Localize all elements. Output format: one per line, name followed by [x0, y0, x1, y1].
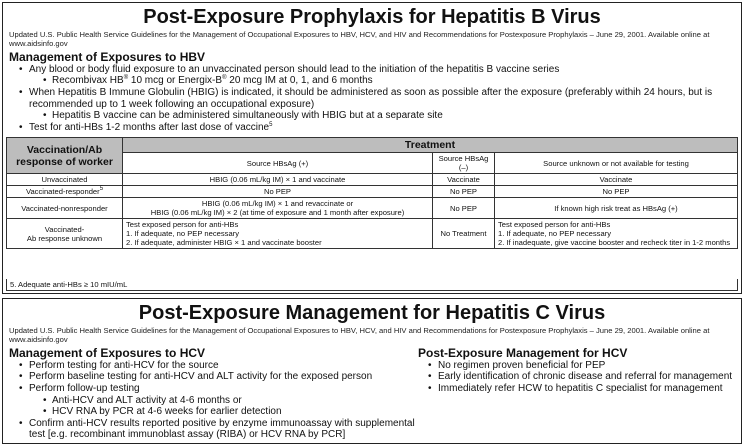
hcv-left-bullet-3-sub-2: • HCV RNA by PCR at 4-6 weeks for earlier detection — [43, 406, 418, 418]
hcv-left-bullet-3-sublist — [29, 395, 418, 418]
source-positive-header: Source HBsAg (+) — [123, 153, 433, 174]
negative-cell: No PEP — [433, 186, 495, 198]
hcv-right-bullet-list — [418, 360, 738, 395]
unknown-cell-line: 2. If inadequate, give vaccine booster and recheck titer in 1-2 months — [498, 238, 731, 247]
positive-cell-line: 2. If adequate, administer HBIG × 1 and vaccinate booster — [126, 238, 322, 247]
positive-cell-line: HBIG (0.06 mL/kg IM) × 2 (at time of exposure and 1 month after exposure) — [150, 208, 405, 217]
hcv-left-column — [3, 345, 418, 441]
unknown-cell — [495, 219, 738, 249]
hcv-left-bullet-2: • Perform baseline testing for anti-HCV and ALT activity for the exposed person — [19, 371, 418, 383]
source-negative-header: Source HBsAg (–) — [433, 153, 495, 174]
worker-label: Vaccinated-responder — [25, 187, 100, 196]
table-row — [7, 174, 738, 186]
hcv-left-bullet-4: • Confirm anti-HCV results reported positive by enzyme immunoassay with supplemental test [e.g. recombinant immunoblast assay (RIBA) or HCV RNA by PCR] — [19, 418, 418, 441]
table-header-row — [7, 138, 738, 153]
hbv-bullet-2 — [19, 87, 741, 122]
hcv-title: Post-Exposure Management for Hepatitis C Virus — [138, 302, 606, 324]
hcv-right-column — [418, 345, 738, 441]
hbv-panel — [2, 2, 742, 294]
worker-line: Ab response unknown — [26, 233, 103, 243]
positive-cell-line: Test exposed person for anti-HBs — [126, 220, 239, 229]
vaccine-name-2: 10 mcg or Energix-B — [128, 75, 223, 87]
footnote-ref: 5 — [269, 121, 273, 128]
hbv-bullet-1-sublist — [29, 75, 741, 87]
hcv-left-bullet-3 — [19, 383, 418, 418]
table-row — [7, 186, 738, 198]
hbv-bullet-2-sublist — [29, 110, 741, 122]
hbv-bullet-1-sub-1 — [43, 75, 741, 87]
hcv-panel — [2, 298, 742, 444]
worker-cell: Vaccinated-nonresponder — [7, 198, 123, 219]
negative-cell: No Treatment — [433, 219, 495, 249]
hcv-right-heading: Post-Exposure Management for HCV — [418, 345, 628, 360]
hbv-section-heading: Management of Exposures to HBV — [9, 49, 206, 64]
hbv-title: Post-Exposure Prophylaxis for Hepatitis B Virus — [143, 6, 601, 28]
registered-mark-2: ® — [222, 75, 227, 82]
negative-cell: No PEP — [433, 198, 495, 219]
hcv-right-bullet-3: • Immediately refer HCW to hepatitis C specialist for management — [428, 383, 738, 395]
positive-cell: No PEP — [123, 186, 433, 198]
registered-mark-1: ® — [123, 75, 129, 82]
positive-cell — [123, 198, 433, 219]
hcv-left-bullet-list — [3, 360, 418, 441]
worker-line: Vaccinated- — [44, 224, 85, 234]
hbv-bullet-3-text: Test for anti-HBs 1-2 months after last dose of vaccine — [29, 121, 270, 133]
worker-cell — [7, 186, 123, 198]
hcv-left-bullet-3-sub-1: • Anti-HCV and ALT activity at 4-6 months or — [43, 395, 418, 407]
worker-cell — [7, 219, 123, 249]
hbv-bullet-3 — [19, 122, 741, 134]
worker-response-header: Vaccination/Ab response of worker — [7, 138, 123, 174]
vaccine-schedule: 20 mcg IM at 0, 1, and 6 months — [226, 75, 373, 87]
table-row — [7, 219, 738, 249]
source-unknown-header: Source unknown or not available for testing — [495, 153, 738, 174]
footnote-ref: 5 — [99, 186, 104, 192]
hbv-treatment-table — [6, 137, 738, 249]
unknown-cell-line: 1. If adequate, no PEP necessary — [498, 229, 611, 238]
positive-cell-line: 1. If adequate, no PEP necessary — [126, 229, 239, 238]
hcv-left-bullet-3-text: Perform follow-up testing — [29, 383, 140, 394]
hcv-source-note: Updated U.S. Public Health Service Guidelines for the Management of Occupational Exposures to HBV, HCV, and HIV and Recommendations for Postexposure Prophylaxis – June 29, 2001. Available online at www.aidsinfo.gov — [9, 326, 710, 345]
positive-cell: HBIG (0.06 mL/kg IM) × 1 and vaccinate — [123, 174, 433, 186]
hcv-left-bullet-1: • Perform testing for anti-HCV for the source — [19, 360, 418, 372]
unknown-cell: No PEP — [495, 186, 738, 198]
hbv-bullet-1-text: Any blood or body fluid exposure to an unvaccinated person should lead to the initiation of the hepatitis B vaccine series — [29, 63, 560, 75]
hbv-bullet-list — [3, 64, 741, 134]
positive-cell-line: HBIG (0.06 mL/kg IM) × 1 and revaccinate or — [201, 199, 354, 208]
hcv-columns — [3, 345, 741, 441]
hbv-bullet-2-sub-1: • Hepatitis B vaccine can be administered simultaneously with HBIG but at a separate site — [43, 110, 741, 122]
treatment-header: Treatment — [123, 138, 738, 153]
hcv-left-heading: Management of Exposures to HCV — [9, 345, 206, 360]
positive-cell — [123, 219, 433, 249]
negative-cell: Vaccinate — [433, 174, 495, 186]
unknown-cell: Vaccinate — [495, 174, 738, 186]
hcv-right-bullet-1: • No regimen proven beneficial for PEP — [428, 360, 738, 372]
vaccine-name-1: Recombivax HB — [52, 75, 124, 87]
table-footnote: 5. Adequate anti-HBs ≥ 10 mIU/mL — [6, 279, 738, 291]
hbv-bullet-1 — [19, 64, 741, 87]
unknown-cell: If known high risk treat as HBsAg (+) — [495, 198, 738, 219]
hbv-bullet-2-text: When Hepatitis B Immune Globulin (HBIG) is indicated, it should be administered as soon as possible after the exposure (preferably withih 24 hours, but is recommended up to 1 week following an occupational exposure) — [29, 87, 713, 110]
hbv-source-note: Updated U.S. Public Health Service Guidelines for the Management of Occupational Exposures to HBV, HCV, and HIV and Recommendations for Postexposure Prophylaxis – June 29, 2001. Available online at www.aidsinfo.gov — [9, 30, 710, 49]
hcv-right-bullet-2: • Early identification of chronic disease and referral for management — [428, 371, 738, 383]
unknown-cell-line: Test exposed person for anti-HBs — [498, 220, 611, 229]
worker-cell: Unvaccinated — [7, 174, 123, 186]
table-row — [7, 198, 738, 219]
